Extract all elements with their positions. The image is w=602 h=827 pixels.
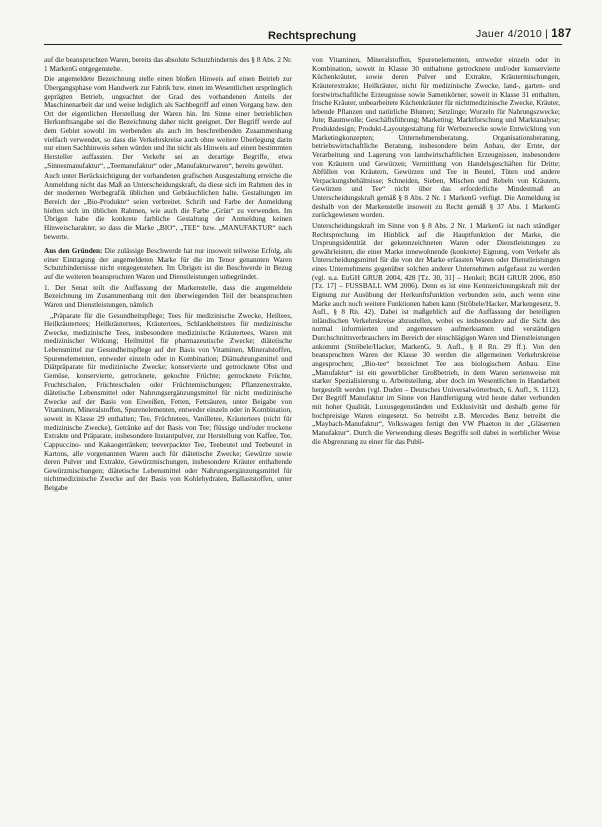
page-header xyxy=(0,0,602,46)
paragraph-text: Unterscheidungskraft im Sinne von § 8 Abs. 2 Nr. 1 MarkenG ist nach ständiger Rechtsprechung im Hinblick auf die Hauptfunktion der Marke, die Ursprungsidentität der gekennzeichneten Waren oder Dienstleistungen zu gewährleisten, die einer Marke innewohnende (konkrete) Eignung, vom Verkehr als Unterscheidungsmittel für die von der Marke erfassten Waren oder Dienstleistungen eines Unternehmens gegenüber solchen anderer Unternehmen aufgefasst zu werden (vgl. u.a. EuGH GRUR 2004, 428 [Tz. 30, 31] – Henkel; BGH GRUR 2006, 850 [Tz. 17] – FUSSBALL WM 2006). Denn es ist eine Kennzeichnungskraft mit der Eignung zur Ausübung der Herkunftsfunktion verbunden sein, auch wenn eine Marke auch noch weitere Funktionen haben kann (Ströbele/Hacker, Markengesetz, 9. Aufl., § 8 Rn. 42). Dabei ist maßgeblich auf die Auffassung der beteiligten inländischen Verkehrskreise abzustellen, wobei es insbesondere auf die Sicht des normal informierten und angemessen aufmerksamen und verständigen Durchschnittsverbrauchers im Bereich der einschlägigen Waren und Dienstleistungen ankommt (Ströbele/Hacker, MarkenG, 9. Aufl., § 8 Rn. 29 ff.). Von den beanspruchten Waren der Klasse 30 werden die allgemeinen Verkehrskreise angesprochen; „Bio-tee“ bezeichnet Tee aus biologischem Anbau. Eine „Manufaktur“ ist ein gewerblicher Großbetrieb, in dem Waren serienweise mit starker Spezialisierung u. Arbeitsteilung, aber doch im Wesentlichen in Handarbeit hergestellt werden (vgl. Duden – Deutsches Universalwörterbuch, 6. Aufl., S. 1112). Der Begriff Manufaktur im Sinne von Handfertigung wird heute daher verbunden mit hoher Qualität, Luxusgegenständen und Exklusivität und deshalb gerne für hochpreisige Waren eingesetzt. So betreibt z.B. Mercedes Benz betreibt die „Maybach-Manufaktur“, Volkswagen fertigt den VW Phaeton in der „Gläsernen Manufaktur“. Durch die Verwendung dieses Begriffs soll dabei in werblicher Weise die Abgrenzung zu einer für das Publi- xyxy=(312,221,560,446)
body-paragraph xyxy=(44,284,292,310)
body-paragraph xyxy=(44,312,292,493)
paragraph-text: Auch unter Berücksichtigung der vorhandenen grafischen Ausgestaltung erreiche die Anmeldung nicht das Maß an Unterscheidungskraft, da diese sich im Rahmen des in der modernen Werbegrafik üblichen und Gebräuchlichen halte. Gestaltungen im Bereich der „Bio-Produkte“ seien verbreitet. Schrift und Farbe der Anmeldung hielten sich im üblichen Rahmen, wie auch die Farbe „Grün“ zu verwenden. Im Übrigen habe die konkrete farbliche Gestaltung der Anmeldung keinen Hinweischarakter, so dass die Marke „BIO“, „TEE“ bzw. „MANUFAKTUR“ nach bewerte. xyxy=(44,172,292,241)
header-rule xyxy=(44,44,562,45)
issue-line xyxy=(476,28,572,40)
paragraph-text: von Vitaminen, Mineralstoffen, Spurenelementen, entweder einzeln oder in Kombination, soweit in Klasse 30 enthaltene getrocknete und/oder konservierte Küchenkräuter, sowie deren Pulver und Extrakte, Kräutermischungen, Kräuterextrakte; Heilkräuter, nicht für medizinische Zwecke, land-, garten- und forstwirtschaftliche Erzeugnisse sowie Samenkörner, soweit in Klasse 31 enthalten, frische Kräuter, unbearbeitete Küchenkräuter für nichtmedizinische Zwecke, Kräuter, lebende Pflanzen und natürliche Blumen; Setzlinge; Wurzeln für Nahrungszwecke; Jute; Baumwolle; Geschäftsführung; Marketing; Marktforschung und Marktanalyse; Produktdesign; Produkt-Layoutgestaltung für Werbezwecke sowie Entwicklung von Marketingkonzepten; Unternehmensberatung, Organisationsberatung, betriebswirtschaftliche Beratung, insbesondere beim Anbau, der Ernte, der Verarbeitung und Lagerung von landwirtschaftlichen Erzeugnissen, insbesondere von Kräutern und Gewürzen; Vermittlung von Handelsgeschäften für Dritte; Abfüllen von Kräutern, Gewürzen und Tee in Beutel, Tüten und andere Verpackungsbehältnisse; Schneiden, Sieben, Mischen und Rebeln von Kräutern, Gewürzen und Tee“ nicht über das erforderliche Mindestmaß an Unterscheidungskraft gemäß § 8 Abs. 2 Nr. 1 MarkenG verfügt. Die Anmeldung ist deshalb von der Markenstelle insoweit zu Recht gemäß § 37 Abs. 1 MarkenG zurückgewiesen worden. xyxy=(312,56,560,220)
paragraph-text: Die zulässige Beschwerde hat nur insoweit teilweise Erfolg, als einer Eintragung der angemeldeten Marke für die im Tenor genannten Waren Schutzhindernisse nicht entgegenstehen. Im Übrigen ist die Beschwerde in Bezug auf die weiteren beanspruchten Waren und Dienstleistungen unbegründet. xyxy=(44,247,292,281)
body-paragraph xyxy=(44,75,292,170)
left-column xyxy=(44,56,292,493)
issue-separator: | xyxy=(545,28,549,40)
paragraph-text: „Präparate für die Gesundheitspflege; Tees für medizinische Zwecke, Heiltees, Heilkräutertees; Heilkräutertees, Kräutertees, Schlankheitstees für medizinische Zwecke, medizinische Tees, insbesondere medizinische Kräutertees, Waren mit medizinischer Wirkung; Heilmittel für pharmazeutische Zwecke; diätetische Lebensmittel zur Gesundheitspflege auf der Basis von Vitaminen, Mineralstoffen, Spurenelementen, entweder einzeln oder in Kombination; Diätnahrungsmittel und Diätpräparate für medizinische Zwecke; konservierte und getrocknete Obst und Gemüse, konservierte, getrocknete, gekochte Früchte; getrocknete Früchte, Fruchtschalen, Früchteschalen oder Früchtemischungen; Pflanzenextrakte, diätetische Lebensmittel oder Nahrungsergänzungsmittel für nicht medizinische Zwecke auf der Basis von Eiweißen, Fetten, Fettsäuren, unter Beigabe von Vitaminen, Mineralstoffen, Spurenelementen, entweder einzeln oder in Kombination, soweit in Klasse 29 enthalten; Tee, Früchtetees, Vanilletee, Kräutertees (nicht für medizinische Zwecke), Getränke auf der Basis von Tee; flüssige und/oder trockene Extrakte und Präparate, insbesondere Instantpulver, zur Herstellung von Kaffee, Tee, Cappuccino- und Kakaogetränken; teeverpackter Tee, Teebeutel und Teebeutel in Kartons, alle vorgenannten Waren auch für diätetische Zwecke; Gewürze sowie deren Pulver und Extrakte, Gewürzmischungen, insbesondere Kräuter enthaltende Gewürzmischungen; diätetische Lebensmittel oder Nahrungsergänzungsmittel für nichtmedizinische Zwecke auf der Basis von Kohlehydraten, Ballaststoffen, unter Beigabe xyxy=(44,311,292,492)
body-paragraph xyxy=(44,56,292,73)
body-paragraph xyxy=(44,172,292,241)
paragraph-text: Die angemeldete Bezeichnung stelle einen bloßen Hinweis auf einen Betrieb zur Übergangsphase vom Handwerk zur Fabrik bzw. einen im Wesentlichen ursprünglich geprägten Betrieb, ungeachtet der Grad des vorhandenen Anteils der Maschinenarbeit dar und weise lediglich als Sachbegriff auf einen Vorgang bzw. den Ort der eigentlichen Herstellung der Waren hin. Im Sinne einer betrieblichen Herkunftsangabe sei die Bezeichnung daher nicht geeignet. Der Begriff werde auf dem Gebiet sowohl im werbenden als auch im beschreibenden Zusammenhang vielfach verwendet, so dass die Verkehrskreise auch ohne weitere Überlegung darin nur einen Sachhinweis sehen würden und ihn nicht als Hinweis auf einen bestimmten Hersteller auffassten. Der Verkehr sei an derartige Begriffe, etwa „Sinnesmanufaktur“, „Teemanufaktur“ oder „Manufakturwaren“, bereits gewöhnt. xyxy=(44,75,292,170)
run-in-heading: Aus den Gründen: xyxy=(44,247,103,256)
issue-label: Jauer 4/2010 xyxy=(476,28,543,40)
right-column xyxy=(312,56,560,446)
section-title: Rechtsprechung xyxy=(268,30,357,42)
page-number: 187 xyxy=(551,28,572,40)
body-paragraph xyxy=(44,247,292,282)
body-paragraph xyxy=(312,56,560,220)
body-paragraph xyxy=(312,222,560,446)
paragraph-text: 1. Der Senat teilt die Auffassung der Markenstelle, dass die angemeldete Bezeichnung im Zusammenhang mit den überwiegenden Teil der beanspruchten Waren und Dienstleistungen, nämlich xyxy=(44,283,292,309)
paragraph-text: auf die beanspruchten Waren, bereits das absolute Schutzhindernis des § 8 Abs. 2 Nr. 1 MarkenG entgegenstehe. xyxy=(44,56,292,73)
